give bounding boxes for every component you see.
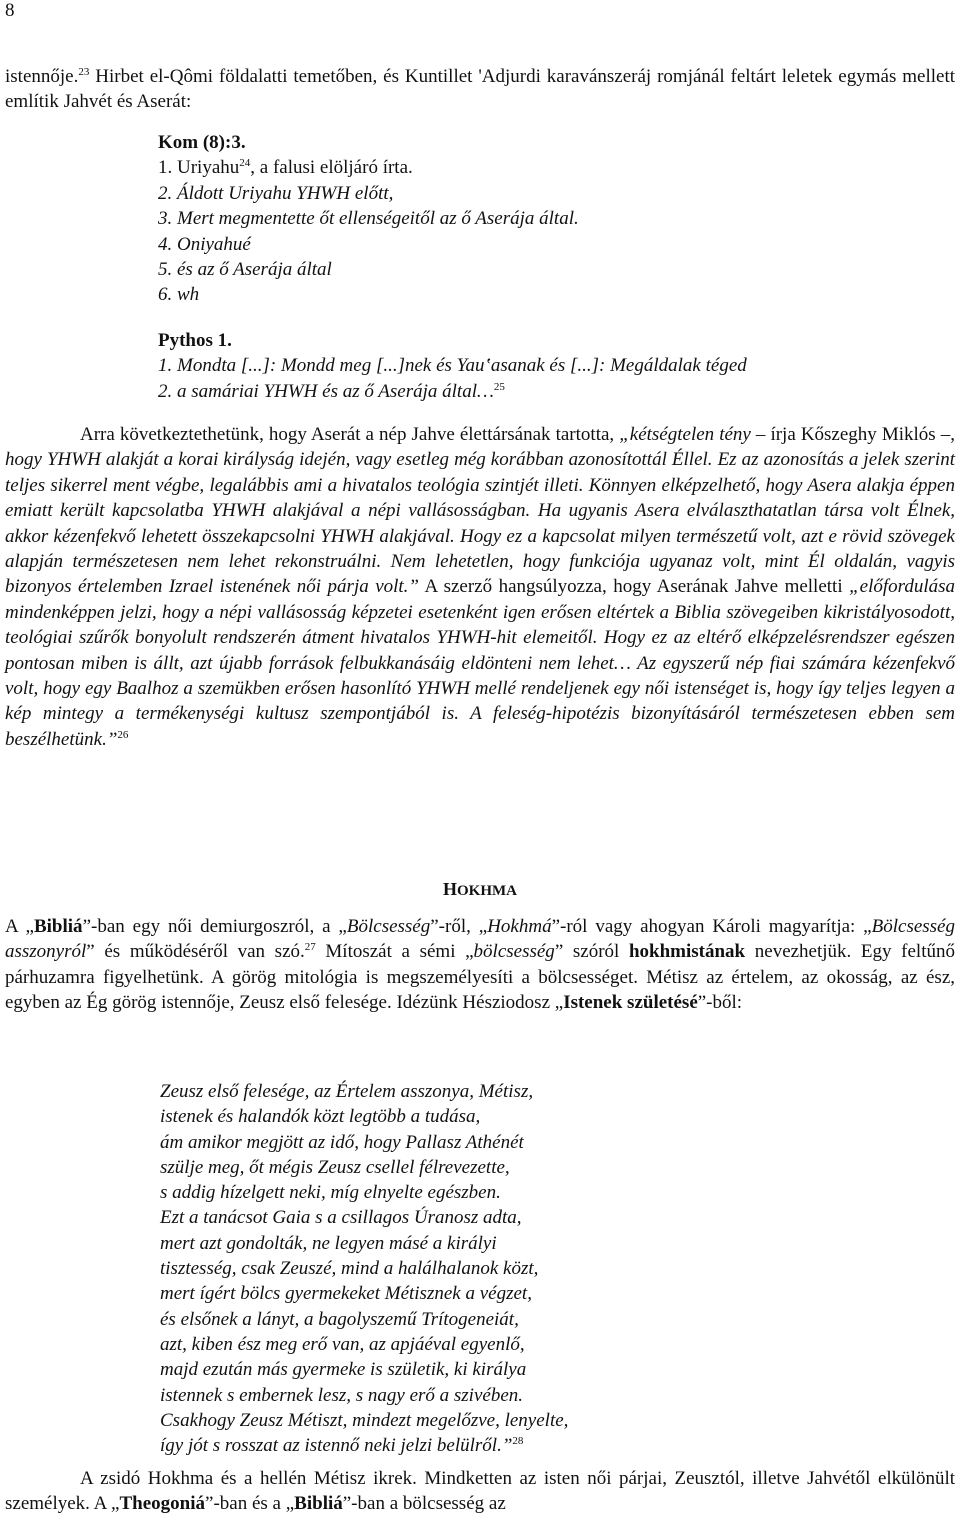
paragraph-twins: A zsidó Hokhma és a hellén Métisz ikrek. Mindketten az isten női párjai, Zeusztól, illetve Jahvétől elkülönült személyek. A „Theogoniá”-ban és a „Bibliá”-ban a bölcsesség az bbox=[5, 1468, 955, 1515]
inscription-kom-title: Kom (8):3. bbox=[158, 132, 246, 153]
section-heading: HOKHMA bbox=[442, 879, 517, 899]
footnote-ref-25: 25 bbox=[493, 380, 505, 393]
poem-line: Csakhogy Zeusz Métiszt, mindezt megelőzve, lenyelte, bbox=[160, 1409, 569, 1431]
poem-line: és elsőnek a lányt, a bagolyszemű Trítogeneiát, bbox=[160, 1308, 519, 1330]
footnote-ref-28: 28 bbox=[512, 1435, 524, 1448]
inscription-kom-line-6: 6. wh bbox=[158, 284, 200, 306]
inscription-kom-line-3: 3. Mert megmentette őt ellenségeitől az ő Aserája által. bbox=[158, 208, 579, 230]
footnote-ref-24: 24 bbox=[239, 157, 251, 170]
poem-line: mert azt gondolták, ne legyen másé a királyi bbox=[160, 1232, 497, 1254]
paragraph-asera: Arra következtethetünk, hogy Aserát a nép Jahve élettársának tartotta, „kétségtelen tény – írja Kőszeghy Miklós –, hogy YHWH alakját a korai királyság idején, vagy esetleg még korábban azonosítottál Éllel. Ez az azonosítás a jelek szerint teljes sikerrel ment végbe, legalábbis ami a hivatalos teológia szintjét illeti. Könnyen elképzelhető, hogy Asera alakja éppen emiatt került kapcsolatba YHWH alakjával a népi vallásosságban. Ha ugyanis Asera elválaszthatatlan társa volt Élnek, akkor kézenfekvő lehetett összekapcsolni YHWH alakjával. Hogy ez a kapcsolat milyen természetű volt, azt e rövid szövegek alapján természetesen nem lehet rekonstruálni. Nem lehetetlen, hogy funkciója ugyanaz volt, mint Él oldalán, vagyis bizonyos értelemben Izrael istenének női párja volt.” A szerző hangsúlyozza, hogy Aserának Jahve melletti „előfordulása mindenképpen jelzi, hogy a népi vallásosság képzetei esetenként igen erősen eltértek a Biblia szövegeiben kikristályosodott, teológiai szűrők bonyolult rendszerén átment hivatalos YHWH-hit elemeitől. Hogy ez az eltérő elképzelésrendszer egészen pontosan miben is állt, azt újabb források felbukkanásáig eldönteni nem lehet… Az egyszerű nép fiai számára kézenfekvő volt, hogy egy Baalhoz a szemükben erősen hasonlító YHWH mellé rendeljenek egy női istenséget is, hogy így teljes legyen a kép mintegy a termékenységi kultusz szempontjából is. A feleség-hipotézis bizonyításáról természetesen ebben sem beszélhetünk.”$^{26}$ bbox=[5, 424, 955, 750]
poem-line: mert ígért bölcs gyermekeket Métisznek a végzet, bbox=[160, 1283, 532, 1305]
inscription-kom-line-2: 2. Áldott Uriyahu YHWH előtt, bbox=[158, 182, 394, 204]
poem-quotation bbox=[160, 1079, 955, 1458]
intro-text-2: Hirbet el-Qômi földalatti temetőben, és Kuntillet 'Adjurdi karavánszeráj romjánál feltárt leletek egymás mellett említik Jahvét és Aserát: bbox=[5, 66, 955, 113]
poem-line: istenek és halandók közt legtöbb a tudása, bbox=[160, 1106, 481, 1128]
inscription-pythos-line-1: 1. Mondta [...]: Mondd meg [...]nek és Yau‛asanak és [...]: Megáldalak téged bbox=[158, 355, 747, 377]
inscription-kom-line-4: 4. Oniyahué bbox=[158, 233, 251, 255]
page-number: 8 bbox=[5, 0, 15, 21]
intro-paragraph bbox=[5, 64, 955, 115]
footnote-ref-27: 27 bbox=[304, 941, 316, 954]
intro-text-1: istennője. bbox=[5, 66, 79, 87]
footnote-ref-26: 26 bbox=[117, 728, 129, 741]
inscription-kom-line-1: 1. Uriyahu$^{24}$, a falusi elöljáró írta. bbox=[158, 157, 413, 179]
footnote-ref-23: 23 bbox=[78, 66, 90, 78]
inscription-pythos-line-2: 2. a samáriai YHWH és az ő Aserája által…$^{25}$ bbox=[158, 380, 505, 402]
poem-line: Zeusz első felesége, az Értelem asszonya, Métisz, bbox=[160, 1081, 534, 1102]
poem-line: szülje meg, őt mégis Zeusz csellel félrevezette, bbox=[160, 1156, 510, 1178]
poem-line: Ezt a tanácsot Gaia s a csillagos Úranosz adta, bbox=[160, 1207, 522, 1229]
poem-line: azt, kiben ész meg erő van, az apjáéval egyenlő, bbox=[160, 1333, 525, 1355]
poem-line: ám amikor megjött az idő, hogy Pallasz Athénét bbox=[160, 1131, 524, 1153]
poem-line: s addig hízelgett neki, míg elnyelte egészben. bbox=[160, 1182, 501, 1204]
poem-line: istennek s embernek lesz, s nagy erő a szivében. bbox=[160, 1384, 524, 1406]
inscription-kom bbox=[158, 130, 955, 404]
poem-line: tisztesség, csak Zeuszé, mind a halálhalanok közt, bbox=[160, 1258, 539, 1280]
paragraph-hokhma: A „Bibliá”-ban egy női demiurgoszról, a „Bölcsesség”-ről, „Hokhmá”-ról vagy ahogyan Károli magyarítja: „Bölcsesség asszonyról” és működéséről van szó.$^{27}$ Mítoszát a sémi „bölcsesség” szóról hokhmistának nevezhetjük. Egy feltűnő párhuzamra figyelhetünk. A görög mitológia is megszemélyesíti a bölcsességet. Métisz az értelem, az okosság, az ész, egyben az Ég görög istennője, Zeusz első felesége. Idézünk Hésziodosz „Istenek születésé”-ből: bbox=[5, 916, 955, 1014]
poem-line-last: így jót s rosszat az istennő neki jelzi belülről.”$^{28}$ bbox=[160, 1435, 524, 1457]
inscription-pythos-title: Pythos 1. bbox=[158, 329, 232, 351]
inscription-kom-line-5: 5. és az ő Aserája által bbox=[158, 259, 332, 281]
poem-line: majd ezután más gyermeke is születik, ki királya bbox=[160, 1359, 527, 1381]
